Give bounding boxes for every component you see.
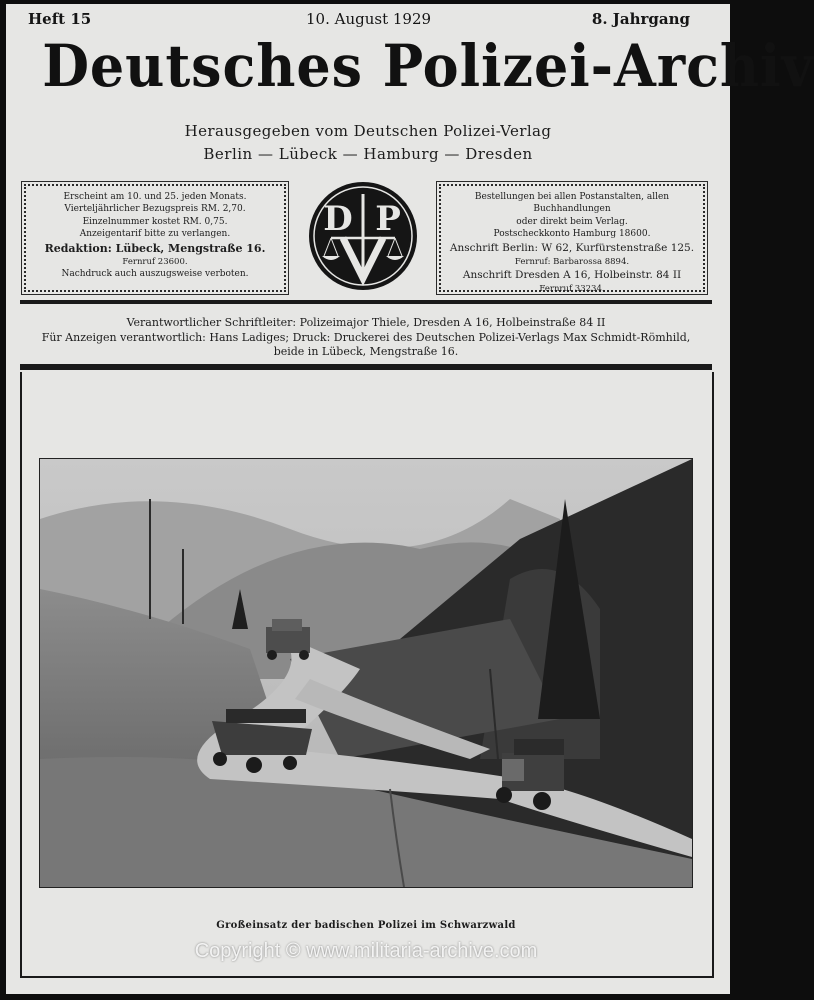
- copyright-watermark: Copyright © www.militaria-archive.com: [194, 940, 538, 962]
- single-issue-price: Einzelnummer kostet RM. 0,75.: [82, 216, 228, 227]
- issue-date: 10. August 1929: [306, 10, 432, 28]
- reprint-notice: Nachdruck auch auszugsweise verboten.: [61, 269, 249, 280]
- publisher-line: Herausgegeben vom Deutschen Polizei-Verlag: [184, 122, 552, 140]
- masthead-title: Deutsches Polizei-Archiv: [42, 32, 814, 100]
- editorial-phone: Fernruf 23600.: [122, 256, 188, 267]
- location-line: beide in Lübeck, Mengstraße 16.: [273, 345, 459, 358]
- berlin-phone: Fernruf: Barbarossa 8894.: [514, 256, 630, 267]
- subscription-box: [24, 184, 286, 292]
- section-rule: [20, 364, 712, 370]
- logo-letter-p: P: [375, 199, 401, 239]
- issue-line: [28, 10, 690, 30]
- header-rule: [20, 300, 712, 304]
- police-convoy-photo: [39, 458, 693, 888]
- orders-box: [439, 184, 705, 295]
- dresden-phone: Fernruf 33234.: [539, 284, 605, 295]
- advertising-printer-line: Für Anzeigen verantwortlich: Hans Ladiges; Druck: Druckerei des Deutschen Polizei-Verlags Max Schmidt-Römhild,: [41, 330, 691, 344]
- schedule-text: Erscheint am 10. und 25. jeden Monats.: [63, 192, 247, 202]
- ad-rates-note: Anzeigentarif bitte zu verlangen.: [79, 229, 231, 240]
- cities-line: Berlin — Lübeck — Hamburg — Dresden: [203, 145, 533, 163]
- dpv-logo-icon: [307, 180, 419, 292]
- credits-block: [20, 316, 712, 360]
- orders-text: Bestellungen bei allen Postanstalten, allen Buchhandlungen: [474, 192, 670, 215]
- editorial-address: Redaktion: Lübeck, Mengstraße 16.: [44, 241, 266, 255]
- issue-number: Heft 15: [28, 10, 92, 28]
- chief-editor-line: Verantwortlicher Schriftleiter: Polizeimajor Thiele, Dresden A 16, Holbeinstraße 84 II: [126, 316, 606, 329]
- quarterly-price: Vierteljährlicher Bezugspreis RM. 2,70.: [64, 204, 246, 215]
- volume-number: 8. Jahrgang: [591, 10, 690, 28]
- dresden-address: Anschrift Dresden A 16, Holbeinstr. 84 II: [462, 269, 682, 282]
- photo-caption: Großeinsatz der badischen Polizei im Schwarzwald: [216, 920, 516, 931]
- logo-letter-d: D: [323, 199, 353, 239]
- orders-direct: oder direkt beim Verlag.: [516, 216, 628, 227]
- newspaper-page: [6, 4, 814, 994]
- berlin-address: Anschrift Berlin: W 62, Kurfürstenstraße 125.: [449, 241, 695, 254]
- postal-account: Postscheckkonto Hamburg 18600.: [493, 229, 651, 240]
